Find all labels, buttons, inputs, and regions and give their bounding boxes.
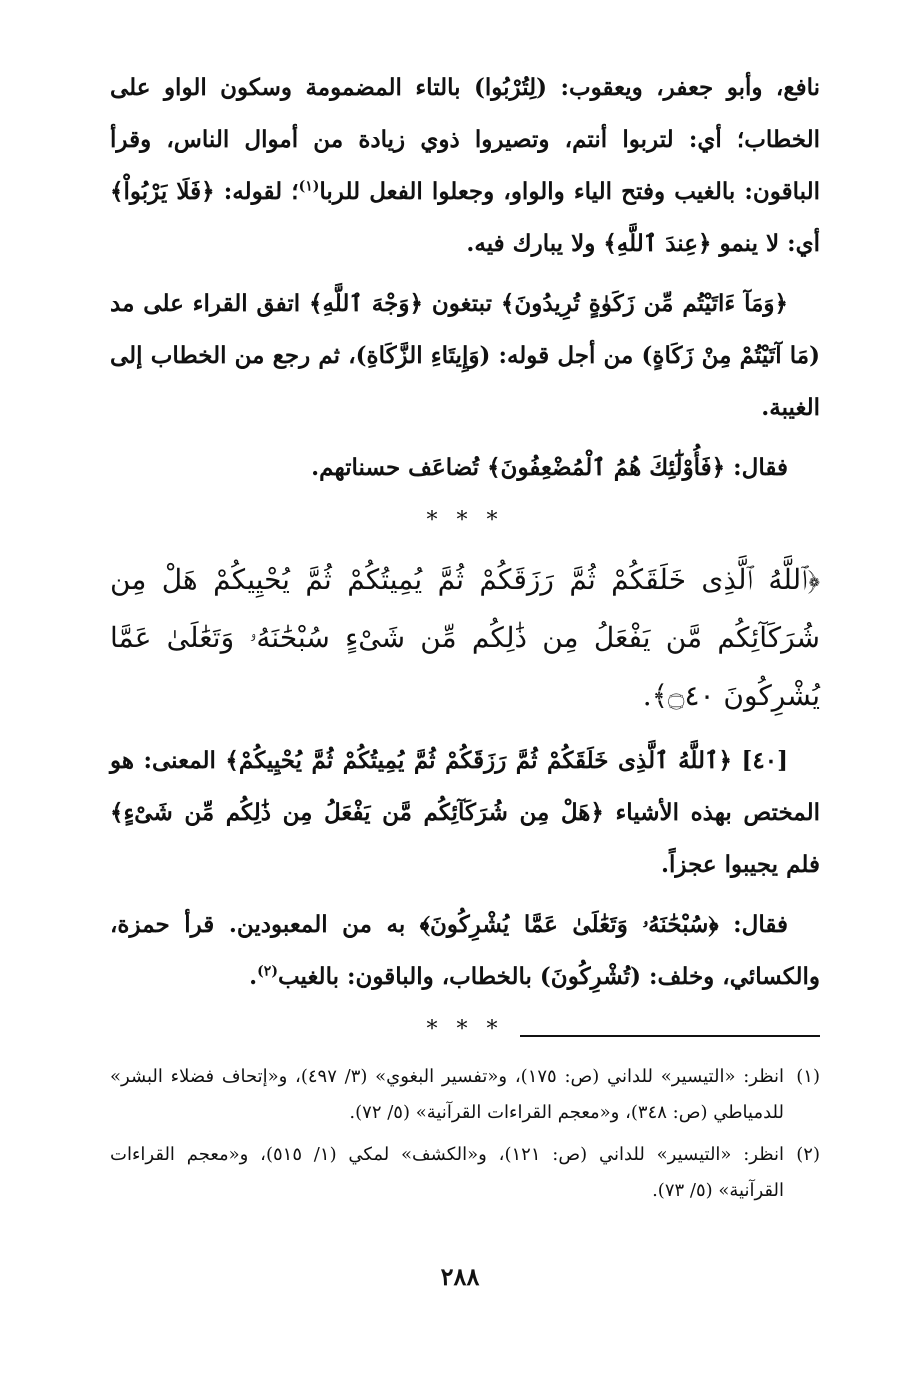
quran-verse-block: ﴿ٱللَّهُ ٱلَّذِى خَلَقَكُمْ ثُمَّ رَزَقَكُمْ ثُمَّ يُمِيتُكُمْ ثُمَّ يُحْيِيكُمْ هَلْ مِن شُرَكَآئِكُم مَّن يَفْعَلُ مِن ذَٰلِكُم مِّن شَىْءٍ سُبْحَٰنَهُۥ وَتَعَٰلَىٰ عَمَّا يُشْرِكُونَ ۝٤٠﴾.: [110, 563, 820, 712]
section-separator-1: * * *: [426, 508, 504, 533]
paragraph-5-text: فقال: ﴿سُبْحَٰنَهُۥ وَتَعَٰلَىٰ عَمَّا يُشْرِكُونَ﴾ به من المعبودين. قرأ حمزة، والكسائي، وخلف: (تُشْرِكُونَ) بالخطاب، والباقون: بالغيب: [110, 911, 820, 990]
section-separator-2: * * *: [426, 1017, 504, 1042]
footnotes-section: [110, 1035, 820, 1215]
paragraph-2: ﴿وَمَآ ءَاتَيْتُم مِّن زَكَوٰةٍ تُرِيدُونَ﴾ تبتغون ﴿وَجْهَ ٱللَّهِ﴾ اتفق القراء على مد (مَا آتَيْتُمْ مِنْ زَكَاةٍ) من أجل قوله: (وَإِيتَاءِ الزَّكَاةِ)، ثم رجع من الخطاب إلى الغيبة.: [110, 290, 820, 421]
footnote-ref-2[interactable]: (٢): [257, 963, 278, 980]
paragraph-5-text-after: .: [249, 963, 258, 990]
paragraph-1: [110, 62, 820, 270]
footnote-2-text: انظر: «التيسير» للداني (ص: ١٢١)، و«الكشف» لمكي (١/ ٥١٥)، و«معجم القراءات القرآنية» (٥/ ٧٣).: [110, 1144, 785, 1201]
page-body: [110, 62, 820, 1060]
footnote-2: [110, 1137, 820, 1209]
footnote-divider: [520, 1035, 820, 1037]
paragraph-4: [٤٠] ﴿ٱللَّهُ ٱلَّذِى خَلَقَكُمْ ثُمَّ رَزَقَكُمْ ثُمَّ يُمِيتُكُمْ ثُمَّ يُحْيِيكُمْ﴾ المعنى: هو المختص بهذه الأشياء ﴿هَلْ مِن شُرَكَآئِكُم مَّن يَفْعَلُ مِن ذَٰلِكُم مِّن شَىْءٍ﴾ فلم يجيبوا عجزاً.: [110, 747, 820, 878]
footnote-1-number: (١): [796, 1066, 820, 1087]
paragraph-1-text-after: ؛ لقوله: ﴿فَلَا يَرْبُواْ﴾ أي: لا ينمو ﴿عِندَ ٱللَّهِ﴾ ولا يبارك فيه.: [110, 178, 820, 257]
footnote-1-text: انظر: «التيسير» للداني (ص: ١٧٥)، و«تفسير البغوي» (٣/ ٤٩٧)، و«إتحاف فضلاء البشر» للدمياطي (ص: ٣٤٨)، و«معجم القراءات القرآنية» (٥/ ٧٢).: [110, 1066, 785, 1123]
paragraph-3: فقال: ﴿فَأُوْلَٰٓئِكَ هُمُ ٱلْمُضْعِفُونَ﴾ تُضاعَف حسناتهم.: [311, 454, 788, 481]
footnote-1: [110, 1059, 820, 1131]
footnote-ref-1[interactable]: (١): [298, 178, 320, 195]
paragraph-5: [110, 899, 820, 1003]
footnote-2-number: (٢): [796, 1144, 820, 1165]
page-number: ٢٨٨: [440, 1262, 480, 1291]
paragraph-1-text: نافع، وأبو جعفر، ويعقوب: (لِتُرْبُوا) بالتاء المضمومة وسكون الواو على الخطاب؛ أي: لتربوا أنتم، وتصيروا ذوي زيادة من أموال الناس، وقرأ الباقون: بالغيب وفتح الياء والواو، وجعلوا الفعل للربا: [110, 74, 821, 205]
